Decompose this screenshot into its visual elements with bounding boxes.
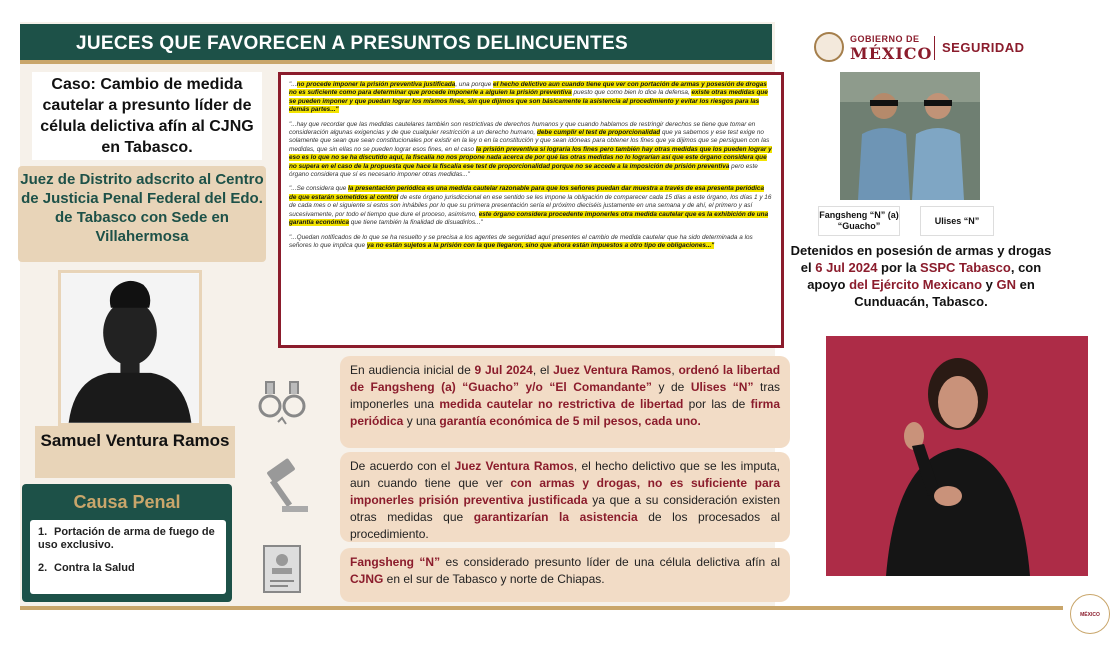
judge-silhouette-photo (58, 270, 202, 426)
corner-seal-label: MÉXICO (1080, 612, 1100, 618)
court-transcript-excerpt (278, 72, 784, 348)
info-leader-text: Fangsheng “N” es considerado presunto líder de una célula delictiva afín al CJNG en el sur de Tabasco y norte de Chiapas. (350, 555, 780, 586)
info-panel-reasoning (340, 452, 790, 542)
causa-list (30, 520, 226, 594)
logo-divider (934, 36, 935, 60)
detainees-illustration (840, 72, 980, 200)
agency-name: SEGURIDAD (942, 40, 1025, 55)
case-label-box (32, 72, 262, 160)
transcript-paragraph: "...Quedan notificados de lo que se ha resuelto y se precisa a los agentes de seguridad aquí presentes el cambio de medida cautelar que ha sido determinada a los señores lo que implica que ya no están sujetos a la prisión con la que llegaron, sino que ahora están impuestos a otro tipo de obligaciones..." (289, 233, 753, 249)
gobierno-logo (814, 28, 1034, 68)
detainees-photo (840, 72, 980, 200)
transcript-paragraph: "...no procede imponer la prisión preventiva justificada, una porque el hecho delictivo aun cuando tiene que ver con portación de armas y posesión de drogas no es suficiente como para determinar que procede imponerle a alguien la prisión preventiva puesto que como bien lo dice la defensa, existe otras medidas que se pueden imponer y que puedan lograr los mismos fines, sin que dijimos que son básicamente la asistencia al procedimiento y evitar los riesgos para las demás partes..." (289, 81, 768, 114)
transcript-paragraph: "...Se considera que la presentación periódica es una medida cautelar razonable para que los señores puedan dar muestra a través de esa presenta periódica de que estarán sometidos al control de este órgano jurisdiccional en ese sentido se les impone la obligación de comparecer cada 15 días a este órgano, los días 1 y 16 de cada mes o el siguiente si estos son inhábiles por lo que su primera presentación sería el próximo dieciséis justamente en una semana y de ahí, el primero y así sucesivamente, por todo el tiempo que dure el proceso, asimismo, este órgano considera procedente imponerles otra medida cautelar que es la exhibición de una garantía económica que tiene también la finalidad de disuadirlos..." (289, 185, 772, 227)
causa-title: Causa Penal (73, 492, 181, 512)
detention-text: Detenidos en posesión de armas y drogas el 6 Jul 2024 por la SSPC Tabasco, con apoyo del Ejército Mexicano y GN en Cunduacán, Tabasco. (790, 243, 1052, 309)
judge-name-box (35, 426, 235, 478)
silhouette-icon (61, 273, 199, 423)
gob-line2: MÉXICO (850, 44, 933, 63)
info-panel-leader (340, 548, 790, 602)
gavel-icon (252, 456, 312, 516)
detainee-caption-1: Fangsheng “N” (a) “Guacho” (818, 206, 900, 236)
detention-description (790, 242, 1052, 310)
case-label: Caso: Cambio de medida cautelar a presunto líder de célula delictiva afín al CJNG en Tabasco. (40, 76, 254, 156)
transcript-paragraph: "...hay que recordar que las medidas cautelares también son restrictivas de derechos humanos y que cuando hablamos de restringir derechos se tiene que tomar en consideración algunas exigencias y de que cualquier restricción a un derecho humano, debe cumplir el test de proporcionalidad que ya sabemos y ese test exige no solamente que sean que sean constitucionales por existir en la ley o en la constitución y que sean idóneas para obtener los fines que ya dijimos que se persiguen con las medidas, que sin ellas no se pueden lograr esos fines, en el caso la prisión preventiva sí lograría los fines pero también hay otras medidas que los pueden lograr y eso es lo que no se ha discutido aquí, la fiscalía no nos propone nada acerca de por qué las otras medidas no lo lograrían así que este órgano considera que no supera en el caso de la propuesta que hace la fiscalía ese test de proporcionalidad porque no se accede a la imposición de prisión preventiva pero este órgano considera que sí es necesario imponer otras medidas..." (289, 120, 772, 179)
causa-item: 2. Contra la Salud (38, 562, 135, 574)
judge-court: Juez de Distrito adscrito al Centro de Justicia Penal Federal del Edo. de Tabasco con Sede en Villahermosa (20, 171, 264, 245)
bottom-divider (20, 606, 1063, 610)
gob-line1: GOBIERNO DE (850, 34, 920, 44)
national-seal-icon (814, 32, 844, 62)
info-release-text: En audiencia inicial de 9 Jul 2024, el Juez Ventura Ramos, ordenó la libertad de Fangsheng (a) “Guacho” y/o “El Comandante” y de Ulises “N” tras imponerles una medida cautelar no restrictiva de libertad por las de firma periódica y una garantía económica de 5 mil pesos, cada uno. (350, 363, 781, 428)
page-title: JUECES QUE FAVORECEN A PRESUNTOS DELINCUENTES (76, 33, 628, 54)
info-reasoning-text: De acuerdo con el Juez Ventura Ramos, el hecho delictivo que se les imputa, aun cuando tiene que ver con armas y drogas, no es suficiente para imponerles prisión preventiva justificada ya que a su consideración existen otras medidas que garantizarían la asistencia de los procesados al procedimiento. (350, 459, 781, 541)
causa-item: 1. Portación de arma de fuego de uso exclusivo. (38, 526, 215, 551)
interpreter-illustration (826, 336, 1088, 576)
sign-language-interpreter-video (826, 336, 1088, 576)
judge-name: Samuel Ventura Ramos (40, 431, 230, 450)
broken-handcuffs-icon (252, 372, 312, 432)
detainee-caption-2: Ulises “N” (920, 206, 994, 236)
causa-penal-box (22, 484, 232, 602)
dossier-icon (252, 540, 312, 600)
info-panel-release (340, 356, 790, 448)
judge-court-box (18, 166, 266, 262)
title-bar (20, 24, 772, 64)
corner-seal-icon (1070, 594, 1110, 634)
